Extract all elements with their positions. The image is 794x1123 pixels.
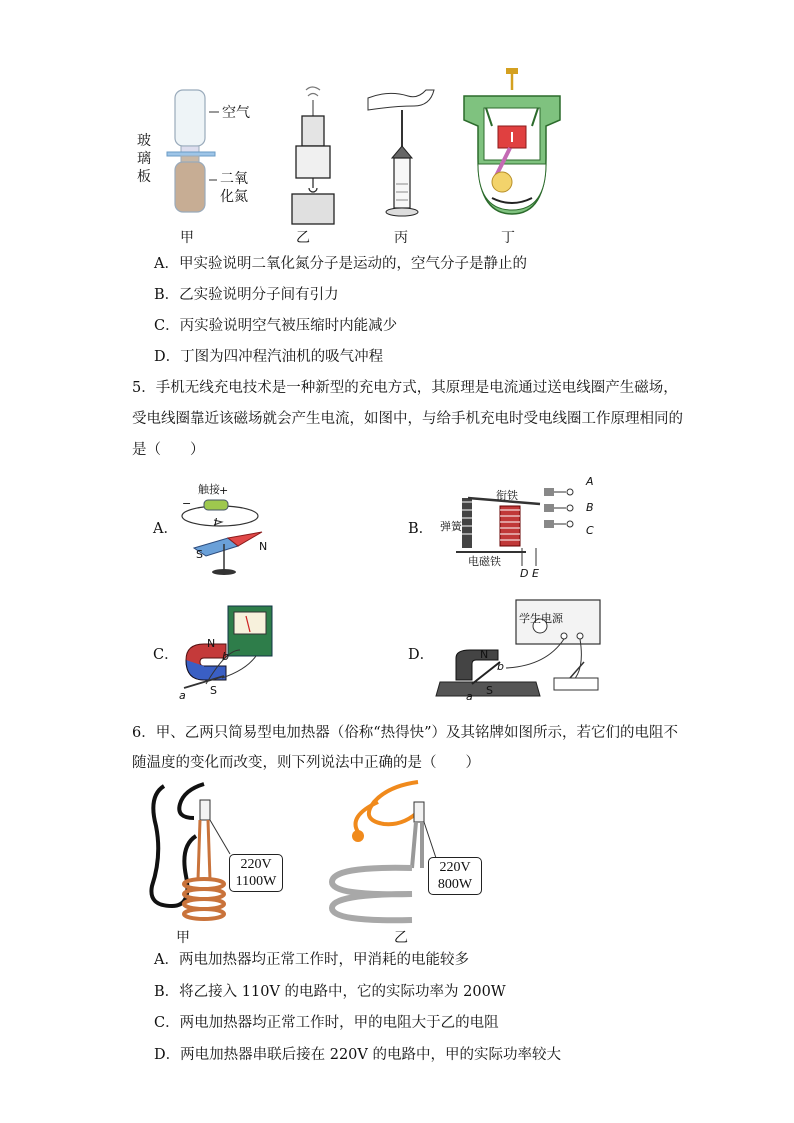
q5-stem-line-2: 受电线圈靠近该磁场就会产生电流，如图中，与给手机充电时受电线圈工作原理相同的 xyxy=(132,411,683,427)
q5c-n-label: N xyxy=(207,637,216,650)
q5a-touch-label: 触接 xyxy=(198,483,220,496)
heater-yi-figure xyxy=(318,778,448,928)
q6-option-d: D．两电加热器串联后接在 220V 的电路中，甲的实际功率较大 xyxy=(154,1047,561,1063)
q5b-b-label: B xyxy=(586,501,594,514)
lead-cylinders-figure xyxy=(288,86,338,226)
q4-option-c: C．丙实验说明空气被压缩时内能减少 xyxy=(154,318,398,334)
fig-ding-caption: 丁 xyxy=(501,230,515,246)
q5b-a-label: A xyxy=(586,475,594,488)
air-compression-figure xyxy=(366,88,436,218)
q5d-b-label: b xyxy=(497,660,504,673)
q6-stem-line-1: 6．甲、乙两只简易型电加热器（俗称“热得快”）及其铭牌如图所示，若它们的电阻不 xyxy=(132,725,679,741)
glass-plate-label-3: 板 xyxy=(137,169,151,185)
q4-option-b: B．乙实验说明分子间有引力 xyxy=(154,287,339,303)
heater-jia-nameplate xyxy=(229,854,283,892)
q5-stem-line-3: 是（ ） xyxy=(132,442,205,458)
q6-option-c: C．两电加热器均正常工作时，甲的电阻大于乙的电阻 xyxy=(154,1015,499,1031)
heater-jia-power: 1100W xyxy=(235,874,277,889)
heater-jia-caption: 甲 xyxy=(176,930,190,946)
q5a-current-label: I xyxy=(214,516,218,529)
q5d-a-label: a xyxy=(466,690,473,703)
q5a-minus-label: − xyxy=(182,497,192,510)
q5c-s-label: S xyxy=(210,684,217,697)
heater-yi-nameplate xyxy=(428,857,482,895)
no2-label-2: 化氮 xyxy=(220,189,248,205)
q5-stem-line-1: 5．手机无线充电技术是一种新型的充电方式，其原理是电流通过送电线圈产生磁场， xyxy=(132,380,678,396)
q5-option-b-letter: B． xyxy=(408,521,434,537)
q5b-spring-label: 弹簧 xyxy=(440,520,462,533)
q6-option-a: A．两电加热器均正常工作时，甲消耗的电能较多 xyxy=(154,952,469,968)
q5b-armature-label: 衔铁 xyxy=(496,489,518,502)
heater-yi-caption: 乙 xyxy=(394,930,408,946)
q6-option-b: B．将乙接入 110V 的电路中，它的实际功率为 200W xyxy=(154,984,506,1000)
q5d-s-label: S xyxy=(486,684,493,697)
heater-yi-voltage: 220V xyxy=(439,860,471,875)
fig-jia-caption: 甲 xyxy=(180,230,194,246)
q5c-b-label: b xyxy=(222,650,229,663)
q5a-s-label: S xyxy=(196,548,203,561)
glass-plate-label-1: 玻 xyxy=(137,133,151,149)
q5-option-c-letter: C． xyxy=(153,647,179,663)
fig-yi-caption: 乙 xyxy=(296,230,310,246)
galvanometer-induction-figure xyxy=(176,600,296,700)
q5c-a-label: a xyxy=(179,689,186,702)
q5d-n-label: N xyxy=(480,648,489,661)
heater-yi-power: 800W xyxy=(437,877,473,892)
q5b-electromagnet-label: 电磁铁 xyxy=(468,555,501,568)
q5d-supply-label: 学生电源 xyxy=(519,612,563,625)
engine-figure xyxy=(462,68,562,218)
heater-jia-voltage: 220V xyxy=(240,857,272,872)
q4-option-d: D．丁图为四冲程汽油机的吸气冲程 xyxy=(154,349,384,365)
air-label: 空气 xyxy=(222,105,250,121)
q5a-plus-label: + xyxy=(219,484,229,497)
q5-option-a-letter: A． xyxy=(153,521,178,537)
glass-plate-label-2: 璃 xyxy=(137,151,151,167)
q5-option-d-letter: D． xyxy=(408,647,435,663)
q5a-n-label: N xyxy=(259,540,268,553)
fig-bing-caption: 丙 xyxy=(394,230,408,246)
q5b-de-label: D E xyxy=(520,567,539,580)
q6-stem-line-2: 随温度的变化而改变，则下列说法中正确的是（ ） xyxy=(132,755,480,771)
no2-label-1: 二氧 xyxy=(220,171,248,187)
q4-option-a: A．甲实验说明二氧化氮分子是运动的，空气分子是静止的 xyxy=(154,256,527,272)
q5b-c-label: C xyxy=(586,524,594,537)
